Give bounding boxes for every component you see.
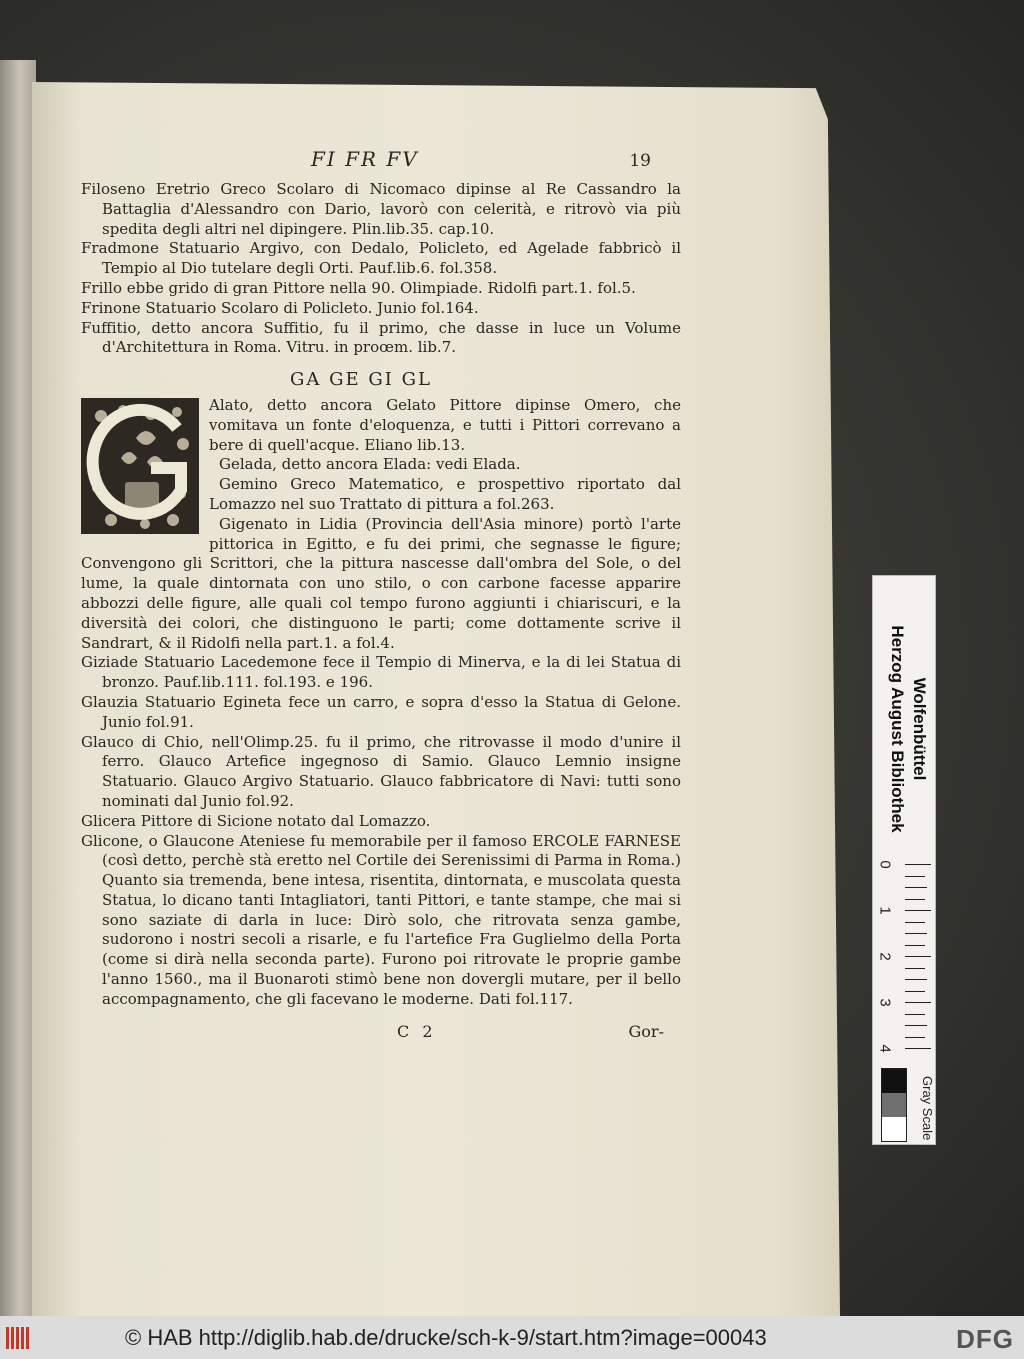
copyright-link[interactable]: © HAB http://diglib.hab.de/drucke/sch-k-9/start.htm?image=00043: [125, 1324, 767, 1350]
scale-tick: [905, 899, 925, 900]
scale-tick: [905, 979, 927, 980]
entry-glauco: Glauco di Chio, nell'Olimp.25. fu il primo, che ritrovasse il modo d'unire il ferro. Glauco Artefice ingegnoso di Samio. Glauco Lemnio insigne Statuario. Glauco Argivo Statuario. Glauco fabbricatore di Navi: tutti sono nominati dal Junio fol.92.: [81, 732, 681, 810]
entry-gigenato: Gigenato in Lidia (Provincia dell'Asia minore) portò l'arte pittorica in Egitto, e fu dei primi, che segnasse le figure; Convengono gli Scrittori, che la pittura nascesse dall'ombra del Sole, o del lume, la quale dintornata con uno stilo, o con carbone facesse apparire abbozzi delle figure, alle quali col tempo furono aggiunti i chiariscuri, e la diversità dei colori, che distinguono le parti; come dottamente scrive il Sandrart, & il Ridolfi nella part.1. a fol.4.: [81, 514, 681, 652]
page-text: [81, 147, 681, 1041]
scale-tick: [905, 968, 925, 969]
running-head: [81, 147, 681, 180]
scale-tick: [905, 956, 931, 957]
entry-glicone: Glicone, o Glaucone Ateniese fu memorabile per il famoso ERCOLE FARNESE (così detto, perchè stà eretto nel Cortile dei Serenissimi di Parma in Roma.) Quanto sia tremenda, bene intesa, risentita, dintornata, e muscolata questa Statua, lo dicano tanti Intagliatori, tanti Pittori, e tante stampe, che mai si sono saziate di darla in luce: Dirò solo, che ritrovata senza gambe, sudorono i nostri secoli a risarle, e fu l'artefice Fra Guglielmo della Porta (come si dirà nella seconda parte). Furono poi ritrovate le proprie gambe l'anno 1560., ma il Buonaroti stimò bene non dovergli mutare, per il bello accompagnamento, che gli facevano le moderne. Dati fol.117.: [81, 831, 681, 1008]
scale-tick: [905, 1025, 927, 1026]
entry-galato: Alato, detto ancora Gelato Pittore dipinse Omero, che vomitava un fonte d'eloquenza, e tutti i Pittori correvano a bere di quell'acque. Eliano lib.13.: [209, 395, 681, 454]
scale-tick: [905, 945, 925, 946]
gray-patch-mid: [882, 1093, 906, 1117]
page-footer: [81, 1022, 681, 1042]
running-title: FI FR FV: [311, 147, 419, 171]
scale-number-0: 0: [876, 860, 894, 869]
scale-tick: [905, 922, 925, 923]
gray-scale-patches: [881, 1068, 907, 1142]
ornamental-initial-image: [81, 398, 199, 534]
scale-tick: [905, 876, 925, 877]
entry-giziade: Giziade Statuario Lacedemone fece il Tempio di Minerva, e la di lei Statua di bronzo. Pauf.lib.111. fol.193. e 196.: [81, 653, 681, 692]
entry-gemino: Gemino Greco Matematico, e prospettivo riportato dal Lomazzo nel suo Trattato di pittura a fol.263.: [209, 475, 681, 513]
scale-tick: [905, 1002, 931, 1003]
scale-number-1: 1: [876, 906, 894, 915]
entry-frillo: Frillo ebbe grido di gran Pittore nella 90. Olimpiade. Ridolfi part.1. fol.5.: [81, 278, 636, 297]
scale-tick: [905, 991, 925, 992]
page-number: 19: [629, 151, 651, 171]
signature-mark: C 2: [397, 1021, 437, 1041]
catchword: Gor-: [628, 1021, 664, 1041]
scale-tick: [905, 1014, 925, 1015]
ruler-scale: [873, 856, 935, 1056]
scale-ruler: [872, 575, 936, 1145]
scale-tick: [905, 887, 927, 888]
entry-glauzia: Glauzia Statuario Egineta fece un carro, e sopra d'esso la Statua di Gelone. Junio fol.91.: [81, 692, 681, 731]
ruler-institution-line1: Herzog August Bibliothek: [888, 625, 907, 833]
scale-number-2: 2: [876, 952, 894, 961]
ruler-institution: [875, 586, 933, 886]
entry-glicera: Glicera Pittore di Sicione notato dal Lomazzo.: [81, 811, 431, 830]
scale-tick: [905, 1037, 925, 1038]
footer-bar: [0, 1316, 1024, 1359]
dfg-logo: DFG: [956, 1324, 1014, 1354]
ornamental-initial-g: [81, 398, 199, 534]
entry-gelada: Gelada, detto ancora Elada: vedi Elada.: [219, 455, 521, 474]
section-heading: GA GE GI GL: [290, 369, 432, 391]
adjacent-page-edge: [0, 60, 36, 1316]
entry-fuffitio: Fuffitio, detto ancora Suffitio, fu il primo, che dasse in luce un Volume d'Architettura in Roma. Vitru. in proœm. lib.7.: [81, 318, 681, 357]
scale-tick: [905, 1048, 931, 1049]
scale-number-4: 4: [876, 1044, 894, 1053]
scale-tick: [905, 933, 927, 934]
scale-tick: [905, 910, 931, 911]
scale-tick: [905, 864, 931, 865]
dropcap-section: [81, 396, 681, 653]
entry-frinone: Frinone Statuario Scolaro di Policleto. Junio fol.164.: [81, 298, 479, 317]
gray-scale-label: Gray Scale: [920, 1076, 935, 1141]
hab-logo-icon: [6, 1327, 29, 1349]
entry-fradmone: Fradmone Statuario Argivo, con Dedalo, Policleto, ed Agelade fabbricò il Tempio al Dio tutelare degli Orti. Pauf.lib.6. fol.358.: [81, 239, 681, 278]
entry-filoseno: Filoseno Eretrio Greco Scolaro di Nicomaco dipinse al Re Cassandro la Battaglia d'Alessandro con Dario, lavorò con celerità, e ritrovò via più spedita degli altri nel dipingere. Plin.lib.35. cap.10.: [81, 180, 681, 238]
gray-patch-light: [882, 1117, 906, 1141]
gray-patch-dark: [882, 1069, 906, 1093]
ruler-institution-line2: Wolfenbüttel: [910, 677, 929, 781]
scale-number-3: 3: [876, 998, 894, 1007]
